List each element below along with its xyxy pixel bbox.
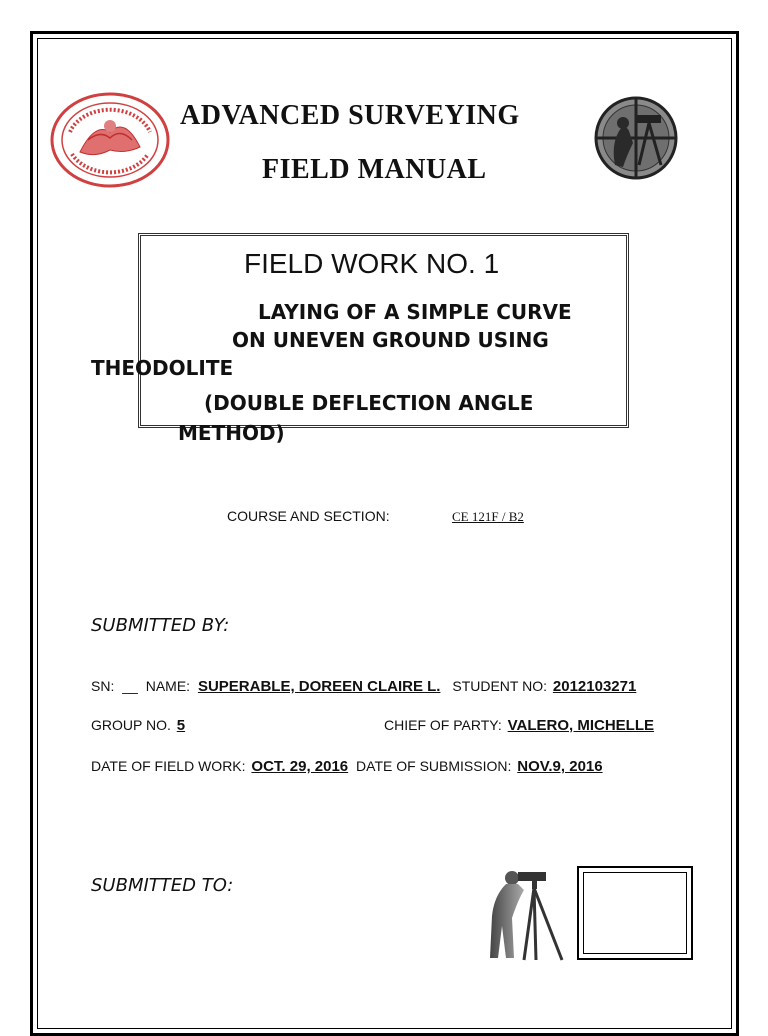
group-value: 5 [176, 717, 186, 734]
chief-value: VALERO, MICHELLE [507, 717, 655, 734]
school-seal-icon [50, 92, 170, 188]
field-work-line-3: THEODOLITE [91, 356, 234, 380]
course-value: CE 121F / B2 [452, 509, 524, 524]
dates-row [91, 758, 603, 775]
sn-row [91, 678, 636, 695]
field-work-line-5: METHOD) [178, 421, 285, 445]
surveyor-theodolite-logo-icon [593, 95, 679, 181]
field-work-line-1: LAYING OF A SIMPLE CURVE [258, 300, 572, 324]
submitted-by-heading: SUBMITTED BY: [91, 615, 230, 636]
student-no-label: STUDENT NO: [452, 678, 547, 694]
field-work-line-4: (DOUBLE DEFLECTION ANGLE [204, 391, 534, 415]
name-value: SUPERABLE, DOREEN CLAIRE L. [197, 678, 441, 695]
group-label: GROUP NO. [91, 717, 171, 733]
date-field-work-value: OCT. 29, 2016 [251, 758, 349, 775]
surveyor-silhouette-icon [478, 866, 570, 962]
field-work-title: FIELD WORK NO. 1 [244, 248, 500, 279]
submitted-to-heading: SUBMITTED TO: [91, 875, 234, 896]
date-submission-value: NOV.9, 2016 [517, 758, 603, 775]
signature-box [577, 866, 693, 960]
sn-label: SN: [91, 678, 115, 694]
name-label: NAME: [145, 678, 191, 694]
chief-label: CHIEF OF PARTY: [384, 717, 502, 733]
sn-blank: __ [122, 678, 138, 694]
group-row [91, 717, 185, 734]
course-label: COURSE AND SECTION: [227, 508, 390, 524]
field-work-line-2: ON UNEVEN GROUND USING [232, 328, 549, 352]
title-line-2: FIELD MANUAL [262, 154, 487, 185]
date-field-work-label: DATE OF FIELD WORK: [91, 758, 246, 774]
date-submission-label: DATE OF SUBMISSION: [356, 758, 512, 774]
title-line-1: ADVANCED SURVEYING [180, 100, 520, 131]
chief-row [384, 717, 654, 734]
student-no-value: 2012103271 [552, 678, 637, 695]
